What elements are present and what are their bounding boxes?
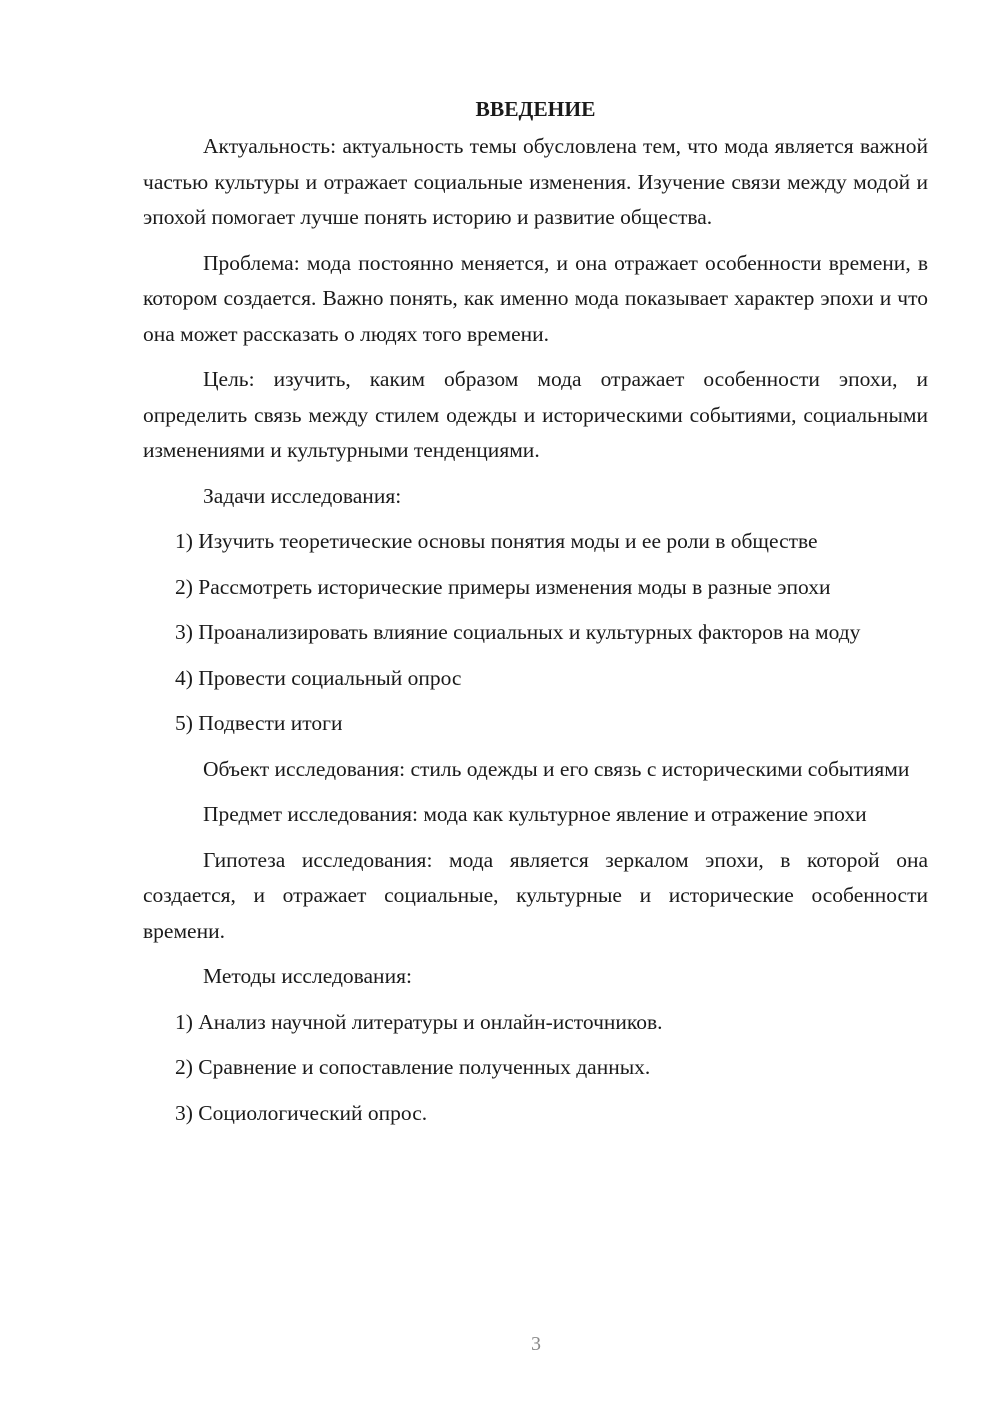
task-item-4: 4) Провести социальный опрос	[175, 665, 462, 690]
hypothesis-paragraph: Гипотеза исследования: мода является зеркалом эпохи, в которой она создается, и отражает социальные, культурные и исторические особенности времени.	[143, 847, 928, 943]
task-item-3: 3) Проанализировать влияние социальных и культурных факторов на моду	[175, 620, 861, 644]
methods-heading: Методы исследования:	[203, 964, 412, 988]
subject-paragraph: Предмет исследования: мода как культурное явление и отражение эпохи	[203, 802, 867, 826]
task-item-2: 2) Рассмотреть исторические примеры изменения моды в разные эпохи	[175, 574, 831, 599]
task-item-5: 5) Подвести итоги	[175, 711, 343, 735]
page-content	[143, 92, 928, 1141]
goal-paragraph: Цель: изучить, каким образом мода отражает особенности эпохи, и определить связь между стилем одежды и историческими событиями, социальными изменениями и культурными тенденциями.	[143, 367, 928, 462]
method-item-3: 3) Социологический опрос.	[175, 1100, 428, 1125]
object-paragraph: Объект исследования: стиль одежды и его связь с историческими событиями	[203, 756, 910, 781]
section-title: ВВЕДЕНИЕ	[475, 97, 596, 121]
relevance-paragraph: Актуальность: актуальность темы обусловлена тем, что мода является важной частью культуры и отражает социальные изменения. Изучение связи между модой и эпохой помогает лучше понять историю и развитие общества.	[143, 134, 928, 229]
task-item-1: 1) Изучить теоретические основы понятия моды и ее роли в обществе	[175, 529, 818, 553]
page-number: 3	[531, 1333, 541, 1355]
problem-paragraph: Проблема: мода постоянно меняется, и она отражает особенности времени, в котором создается. Важно понять, как именно мода показывает характер эпохи и что она может рассказать о людях того времени.	[143, 250, 928, 346]
method-item-1: 1) Анализ научной литературы и онлайн-источников.	[175, 1009, 663, 1034]
method-item-2: 2) Сравнение и сопоставление полученных данных.	[175, 1055, 651, 1079]
tasks-heading: Задачи исследования:	[203, 483, 402, 508]
